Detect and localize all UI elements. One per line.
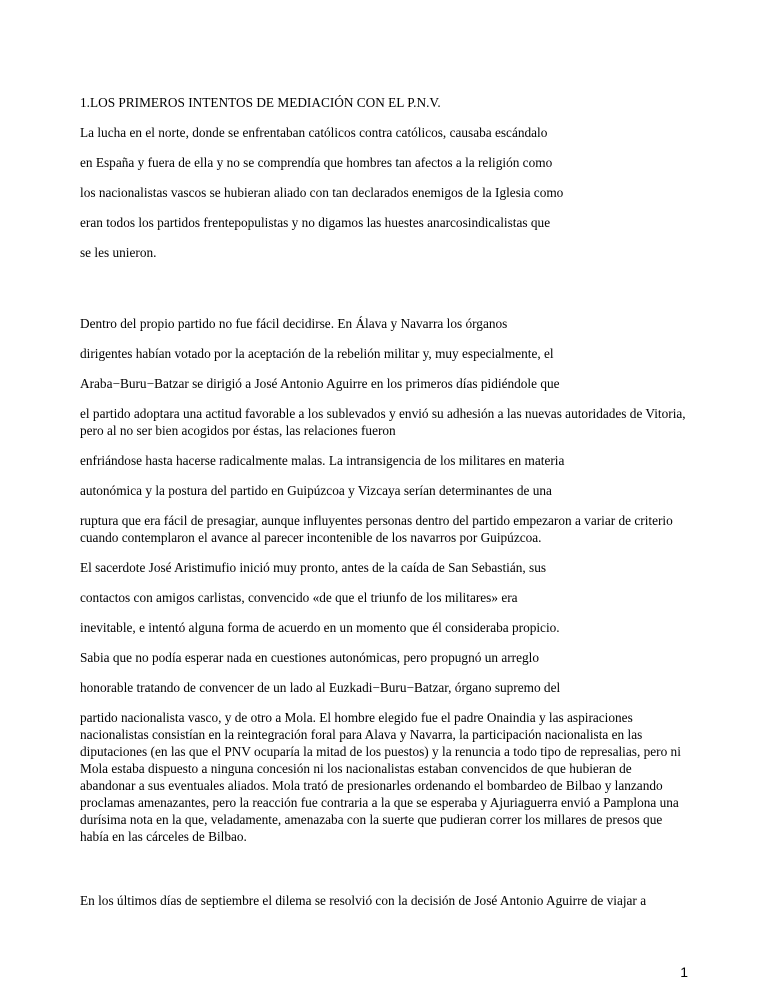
paragraph-line: honorable tratando de convencer de un lado al Euzkadi−Buru−Batzar, órgano supremo del (80, 680, 561, 695)
paragraph-line: autonómica y la postura del partido en Guipúzcoa y Vizcaya serían determinantes de una (80, 483, 552, 498)
page-number: 1 (680, 964, 688, 980)
paragraph-line: En los últimos días de septiembre el dilema se resolvió con la decisión de José Antonio Aguirre de viajar a (80, 893, 647, 908)
paragraph-line: se les unieron. (80, 245, 157, 260)
paragraph-block: ruptura que era fácil de presagiar, aunque influyentes personas dentro del partido empezaron a variar de criterio cuando contemplaron el avance al parecer incontenible de los navarros por Guipúzcoa. (80, 513, 673, 545)
paragraph-line: Araba−Buru−Batzar se dirigió a José Antonio Aguirre en los primeros días pidiéndole que (80, 376, 560, 391)
paragraph-block: partido nacionalista vasco, y de otro a Mola. El hombre elegido fue el padre Onaindia y las aspiraciones nacionalistas consistían en la reintegración foral para Alava y Navarra, la participación nacionalista en las diputaciones (en las que el PNV ocuparía la mitad de los puestos) y la renuncia a todo tipo de represalias, pero ni Mola estaba dispuesto a ninguna concesión ni los nacionalistas estaban convencidos de que hubieran de abandonar a sus eventuales aliados. Mola trató de presionarles ordenando el bombardeo de Bilbao y lanzando proclamas amenazantes, pero la reacción fue contraria a la que se esperaba y Ajuriaguerra envió a Pamplona una durísima nota en la que, veladamente, amenazaba con la suerte que pudieran correr los millares de presos que había en las cárceles de Bilbao. (80, 710, 681, 844)
paragraph-line: eran todos los partidos frentepopulistas y no digamos las huestes anarcosindicalistas que (80, 215, 551, 230)
paragraph-line: en España y fuera de ella y no se comprendía que hombres tan afectos a la religión como (80, 155, 553, 170)
paragraph-line: los nacionalistas vascos se hubieran aliado con tan declarados enemigos de la Iglesia como (80, 185, 564, 200)
paragraph-line: dirigentes habían votado por la aceptación de la rebelión militar y, muy especialmente, el (80, 346, 554, 361)
paragraph-line: enfriándose hasta hacerse radicalmente malas. La intransigencia de los militares en materia (80, 453, 565, 468)
paragraph-line: Dentro del propio partido no fue fácil decidirse. En Álava y Navarra los órganos (80, 316, 508, 331)
paragraph-line: Sabia que no podía esperar nada en cuestiones autonómicas, pero propugnó un arreglo (80, 650, 539, 665)
section-title: 1.LOS PRIMEROS INTENTOS DE MEDIACIÓN CON EL P.N.V. (80, 95, 441, 110)
paragraph-line: inevitable, e intentó alguna forma de acuerdo en un momento que él consideraba propicio. (80, 620, 560, 635)
paragraph-block: el partido adoptara una actitud favorable a los sublevados y envió su adhesión a las nuevas autoridades de Vitoria, pero al no ser bien acogidos por éstas, las relaciones fueron (80, 406, 686, 438)
paragraph-line: contactos con amigos carlistas, convencido «de que el triunfo de los militares» era (80, 590, 518, 605)
paragraph-line: La lucha en el norte, donde se enfrentaban católicos contra católicos, causaba escándalo (80, 125, 548, 140)
paragraph-line: El sacerdote José Aristimufio inició muy pronto, antes de la caída de San Sebastián, sus (80, 560, 547, 575)
